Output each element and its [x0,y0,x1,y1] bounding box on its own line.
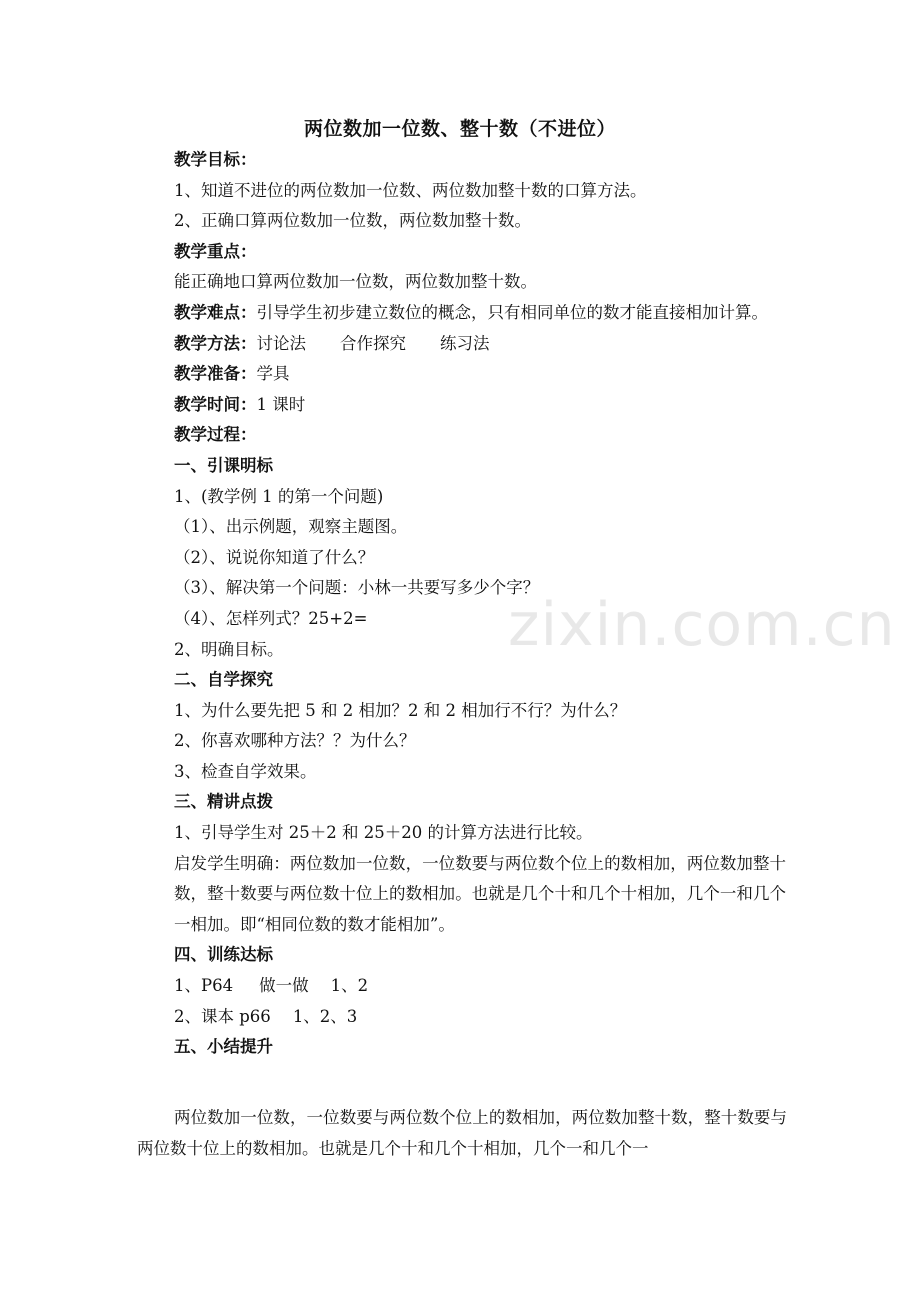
exercise-page: 1、P64 [174,976,234,996]
time-label: 教学时间： [174,394,257,414]
goals-heading: 教学目标： [174,150,257,169]
list-item: 1、为什么要先把 5 和 2 相加？2 和 2 相加行不行？为什么？ [174,700,627,720]
key-heading: 教学重点： [174,241,257,261]
watermark: zixin.com.cn [508,590,896,660]
exercise-line [174,971,786,1002]
exercise-numbers: 1、2、3 [292,1006,358,1026]
list-item: 3、检查自学效果。 [174,761,317,781]
page-title: 两位数加一位数、整十数（不进位） [303,118,616,140]
exercise-numbers: 1、2 [330,976,369,996]
prep-line [174,359,786,390]
list-item: （1）、出示例题，观察主题图。 [174,517,408,537]
section-heading: 三、精讲点拨 [174,792,273,812]
method-item: 练习法 [440,333,490,353]
goal-item: 2、正确口算两位数加一位数，两位数加整十数。 [174,211,531,231]
section-heading: 二、自学探究 [174,670,273,690]
summary-paragraph: 两位数加一位数，一位数要与两位数个位上的数相加，两位数加整十数，整十数要与两位数十位上的数相加。也就是几个十和几个十相加，几个一和几个一 [137,1108,787,1158]
difficulty-paragraph [174,298,786,329]
process-heading: 教学过程： [174,425,257,445]
section-heading: 五、小结提升 [174,1037,273,1057]
list-item: 2、你喜欢哪种方法？？为什么？ [174,731,416,751]
method-item: 合作探究 [340,333,406,353]
difficulty-label: 教学难点： [174,302,257,322]
list-item: 2、明确目标。 [174,639,284,659]
key-text: 能正确地口算两位数加一位数，两位数加整十数。 [174,272,537,292]
exercise-task: 做一做 [259,976,309,996]
exercise-line [174,1002,786,1033]
goal-item: 1、知道不进位的两位数加一位数、两位数加整十数的口算方法。 [174,180,647,200]
time-line [174,390,786,421]
prep-label: 教学准备： [174,364,257,384]
method-label: 教学方法： [174,333,257,353]
list-item: （4）、怎样列式？25+2= [174,608,368,628]
list-item: 1、引导学生对 25＋2 和 25＋20 的计算方法进行比较。 [174,823,593,843]
document-body [174,145,786,1063]
section-heading: 一、引课明标 [174,455,273,475]
exercise-page: 2、课本 p66 [174,1006,271,1026]
prep-text: 学具 [256,364,290,384]
list-item: （2）、说说你知道了什么？ [174,547,375,567]
section-heading: 四、训练达标 [174,945,273,965]
list-item: 1、(教学例 1 的第一个问题) [174,486,384,506]
list-item: （3）、解决第一个问题：小林一共要写多少个字？ [174,578,540,598]
method-line [174,329,786,360]
method-item: 讨论法 [256,333,306,353]
difficulty-text: 引导学生初步建立数位的概念，只有相同单位的数才能直接相加计算。 [256,302,768,322]
time-text: 1 课时 [256,394,306,414]
explanation-paragraph: 启发学生明确：两位数加一位数，一位数要与两位数个位上的数相加，两位数加整十数，整十数要与两位数十位上的数相加。也就是几个十和几个十相加，几个一和几个一相加。即“相同位数的数才能相加”。 [174,853,786,934]
